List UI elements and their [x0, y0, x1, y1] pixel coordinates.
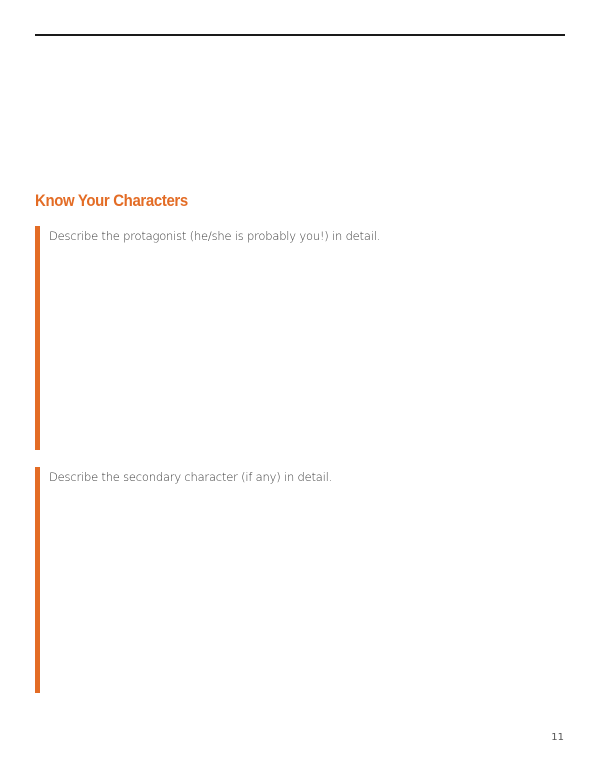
secondary-character-writing-area[interactable] — [35, 467, 555, 693]
section-title: Know Your Characters — [35, 191, 188, 210]
secondary-character-prompt: Describe the secondary character (if any) in detail. — [49, 470, 333, 484]
protagonist-prompt: Describe the protagonist (he/she is probably you!) in detail. — [49, 229, 381, 243]
protagonist-writing-area[interactable] — [35, 226, 555, 450]
page-number: 11 — [551, 732, 564, 743]
header-rule — [35, 34, 565, 36]
